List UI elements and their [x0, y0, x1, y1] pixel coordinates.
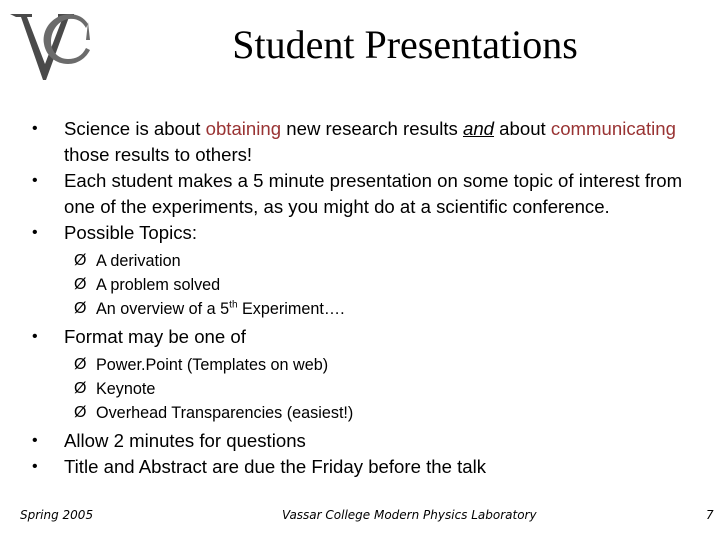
bullet-topics — [0, 220, 704, 246]
sub-bullet-topic — [0, 249, 696, 273]
sub-bullet-text: A derivation — [96, 252, 181, 270]
arrow-bullet-icon: Ø — [74, 356, 87, 373]
bullet-text: those results to others! — [64, 144, 253, 165]
sub-bullet-topic — [0, 297, 696, 321]
arrow-bullet-icon: Ø — [74, 404, 87, 421]
bullet-text: new research results — [281, 118, 463, 139]
bullet-text: Title and Abstract are due the Friday before the talk — [64, 456, 487, 477]
bullet-mark: • — [32, 120, 38, 137]
bullet-mark: • — [32, 224, 38, 241]
bullet-format — [0, 324, 704, 350]
vassar-logo — [8, 6, 94, 86]
slide-title: Student Presentations — [232, 22, 578, 67]
page-number: 7 — [706, 508, 714, 522]
sub-bullet-format — [0, 401, 696, 425]
highlight-obtaining: obtaining — [205, 118, 282, 139]
sub-bullet-topic — [0, 273, 696, 297]
bullet-presentation — [0, 168, 704, 220]
bullet-mark: • — [32, 458, 38, 475]
sub-bullet-format — [0, 353, 696, 377]
superscript: th — [229, 299, 238, 311]
footer-institution: Vassar College Modern Physics Laboratory — [282, 508, 537, 522]
bullet-text: Each student makes a 5 minute presentation on some topic of interest from one of the experiments, as you might do at a scientific conference. — [64, 170, 683, 217]
sub-bullet-format — [0, 377, 696, 401]
bullet-text: Allow 2 minutes for questions — [64, 430, 306, 451]
sub-bullet-text: Power.Point (Templates on web) — [96, 356, 329, 374]
arrow-bullet-icon: Ø — [74, 276, 87, 293]
emphasis-and: and — [462, 118, 495, 139]
bullet-text: Science is about — [64, 118, 206, 139]
bullet-text: about — [494, 118, 551, 139]
bullet-mark: • — [32, 172, 38, 189]
bullet-text: Possible Topics: — [64, 222, 197, 243]
bullet-mark: • — [32, 432, 38, 449]
highlight-communicating: communicating — [550, 118, 676, 139]
sub-bullet-text: An overview of a 5 — [96, 300, 230, 318]
sub-bullet-text: Keynote — [96, 380, 156, 398]
slide-body — [0, 116, 720, 480]
sub-bullet-text: Overhead Transparencies (easiest!) — [96, 404, 354, 422]
bullet-mark: • — [32, 328, 38, 345]
sub-bullet-text: A problem solved — [96, 276, 221, 294]
arrow-bullet-icon: Ø — [74, 380, 87, 397]
arrow-bullet-icon: Ø — [74, 252, 87, 269]
bullet-questions — [0, 428, 704, 454]
footer-date: Spring 2005 — [20, 508, 94, 522]
bullet-deadline — [0, 454, 704, 480]
sub-bullet-text: Experiment…. — [237, 300, 345, 318]
bullet-science — [0, 116, 704, 168]
arrow-bullet-icon: Ø — [74, 300, 87, 317]
bullet-text: Format may be one of — [64, 326, 246, 347]
